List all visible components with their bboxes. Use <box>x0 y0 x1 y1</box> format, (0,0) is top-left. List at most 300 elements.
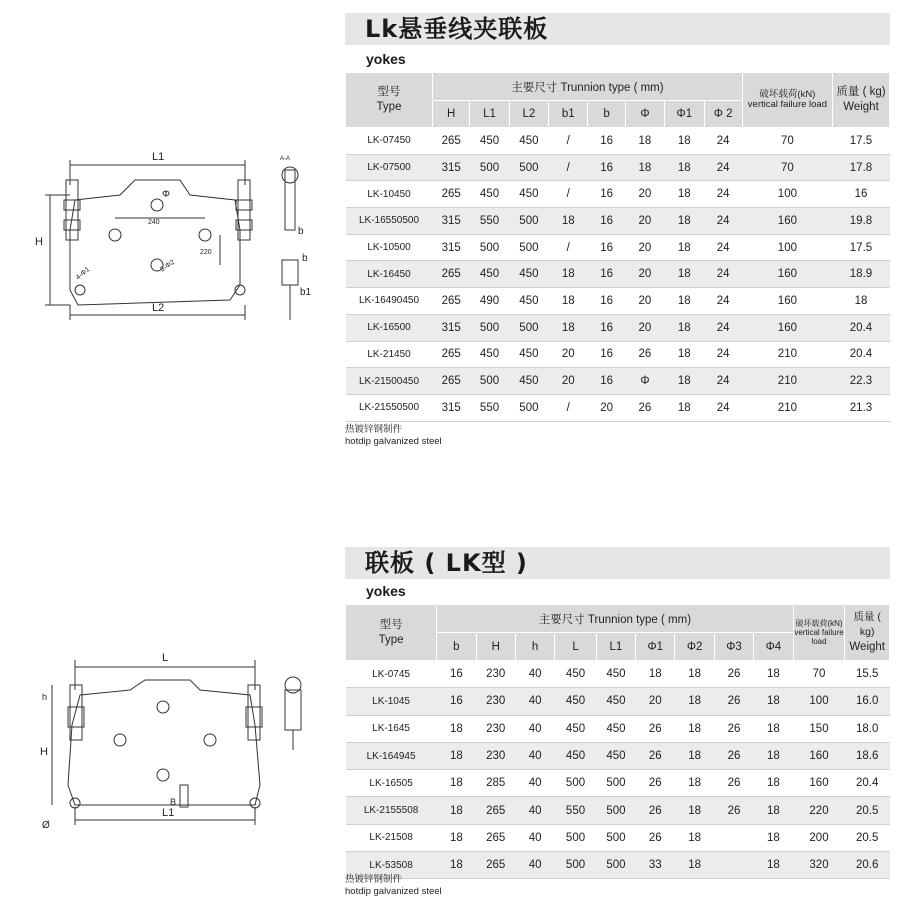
value-cell: 26 <box>714 715 753 742</box>
value-cell: 265 <box>476 852 515 879</box>
value-cell: 24 <box>704 341 742 368</box>
value-cell: 26 <box>714 797 753 824</box>
value-cell: 20 <box>549 368 588 395</box>
side-view-b <box>282 260 298 285</box>
value-cell: 16.0 <box>845 688 890 715</box>
type-cell: LK-21550500 <box>346 394 433 421</box>
type-cell: LK-07450 <box>346 128 433 155</box>
value-cell: 18 <box>665 368 704 395</box>
value-cell: 18.0 <box>845 715 890 742</box>
table-row <box>346 208 890 235</box>
value-cell: 450 <box>596 661 635 688</box>
side-view <box>285 690 301 730</box>
label-3phi2: 3-Φ2 <box>159 258 177 274</box>
value-cell: 18 <box>675 770 714 797</box>
value-cell: 18 <box>549 314 588 341</box>
value-cell: 20 <box>625 234 664 261</box>
value-cell: 490 <box>470 288 509 315</box>
value-cell: 230 <box>476 715 515 742</box>
value-cell: / <box>549 234 588 261</box>
section1-subtitle: yokes <box>366 51 406 67</box>
value-cell: 320 <box>793 852 845 879</box>
value-cell: 18 <box>625 154 664 181</box>
value-cell: 100 <box>793 688 845 715</box>
load-header-en: vertical failure load <box>747 99 827 110</box>
weight-header <box>832 73 889 128</box>
value-cell: 265 <box>476 797 515 824</box>
hole-left <box>109 229 121 241</box>
value-cell: 20 <box>588 394 625 421</box>
type-cell: LK-21500450 <box>346 368 433 395</box>
value-cell: 18 <box>675 824 714 851</box>
type-cell: LK-164945 <box>346 742 437 769</box>
value-cell: 40 <box>515 797 554 824</box>
value-cell: 200 <box>793 824 845 851</box>
section1-table <box>345 72 890 422</box>
weight-header-en: Weight <box>849 641 885 653</box>
dims-header: 主要尺寸 Trunnion type ( mm) <box>437 605 793 633</box>
value-cell: 26 <box>636 742 675 769</box>
table-row <box>346 261 890 288</box>
value-cell: 18 <box>625 128 664 155</box>
type-cell: LK-16450 <box>346 261 433 288</box>
label-h: H <box>35 236 43 248</box>
plate-outline <box>68 680 260 805</box>
hole-center-top <box>151 199 163 211</box>
value-cell: 450 <box>470 261 509 288</box>
column-header: Φ1 <box>636 633 675 661</box>
value-cell: 450 <box>555 661 596 688</box>
value-cell: 24 <box>704 314 742 341</box>
value-cell: 18 <box>675 715 714 742</box>
section2-table <box>345 604 890 879</box>
value-cell: 40 <box>515 852 554 879</box>
section2-note <box>345 874 442 898</box>
value-cell: 20 <box>625 261 664 288</box>
value-cell: 24 <box>704 234 742 261</box>
value-cell: 16 <box>588 154 625 181</box>
label-l1: L1 <box>152 151 165 163</box>
value-cell: 500 <box>470 368 509 395</box>
column-header: b1 <box>549 101 588 128</box>
value-cell: 26 <box>714 742 753 769</box>
value-cell: 18 <box>437 770 476 797</box>
type-cell: LK-1645 <box>346 715 437 742</box>
table-row <box>346 797 890 824</box>
value-cell: 16 <box>588 288 625 315</box>
table-row <box>346 770 890 797</box>
value-cell <box>714 824 753 851</box>
label-4phi1: 4-Φ1 <box>74 266 92 282</box>
value-cell: 18 <box>437 715 476 742</box>
value-cell: 265 <box>476 824 515 851</box>
value-cell: / <box>549 394 588 421</box>
value-cell: 18 <box>665 234 704 261</box>
value-cell: 16 <box>588 234 625 261</box>
column-header: H <box>433 101 470 128</box>
value-cell: 70 <box>742 128 832 155</box>
value-cell: 18 <box>754 661 793 688</box>
table-row <box>346 742 890 769</box>
value-cell: 160 <box>793 742 845 769</box>
value-cell: 20 <box>625 314 664 341</box>
value-cell: 26 <box>636 797 675 824</box>
column-header: L <box>555 633 596 661</box>
value-cell: / <box>549 181 588 208</box>
value-cell: 450 <box>509 128 548 155</box>
label-l: L <box>162 652 169 664</box>
value-cell: 450 <box>555 688 596 715</box>
slot-b <box>180 785 188 807</box>
label-h: H <box>40 746 48 758</box>
value-cell: 24 <box>704 368 742 395</box>
table-row <box>346 394 890 421</box>
value-cell: 500 <box>470 234 509 261</box>
value-cell: 24 <box>704 394 742 421</box>
note-en: hotdip galvanized steel <box>345 886 442 897</box>
value-cell: 15.5 <box>845 661 890 688</box>
label-l1: L1 <box>162 807 175 819</box>
type-cell: LK-1045 <box>346 688 437 715</box>
value-cell: 160 <box>793 770 845 797</box>
value-cell: 20 <box>625 288 664 315</box>
value-cell: 450 <box>596 715 635 742</box>
type-cell: LK-16505 <box>346 770 437 797</box>
value-cell: 18 <box>754 770 793 797</box>
value-cell: 26 <box>636 824 675 851</box>
value-cell: 24 <box>704 288 742 315</box>
table-row <box>346 688 890 715</box>
value-cell: 24 <box>704 181 742 208</box>
value-cell: 500 <box>509 394 548 421</box>
value-cell: 16 <box>588 314 625 341</box>
load-header <box>742 73 832 128</box>
value-cell: 18 <box>832 288 889 315</box>
value-cell: 160 <box>742 261 832 288</box>
value-cell: 265 <box>433 181 470 208</box>
value-cell: 26 <box>625 341 664 368</box>
value-cell: 18 <box>665 154 704 181</box>
value-cell: 160 <box>742 288 832 315</box>
value-cell: 100 <box>742 234 832 261</box>
value-cell: 18 <box>675 661 714 688</box>
table-row <box>346 368 890 395</box>
value-cell: 26 <box>625 394 664 421</box>
value-cell: 230 <box>476 742 515 769</box>
column-header: Φ <box>625 101 664 128</box>
column-header: b <box>588 101 625 128</box>
type-cell: LK-10500 <box>346 234 433 261</box>
value-cell: 70 <box>742 154 832 181</box>
value-cell: 450 <box>596 688 635 715</box>
value-cell: 230 <box>476 661 515 688</box>
label-l2: L2 <box>152 302 165 314</box>
value-cell: 210 <box>742 394 832 421</box>
value-cell: 26 <box>636 715 675 742</box>
value-cell: 16 <box>832 181 889 208</box>
label-phi: Ø <box>42 820 50 831</box>
value-cell: / <box>549 128 588 155</box>
value-cell: 18.9 <box>832 261 889 288</box>
type-header-en: Type <box>378 633 404 646</box>
column-header: L1 <box>470 101 509 128</box>
value-cell: 315 <box>433 394 470 421</box>
value-cell: 18 <box>437 852 476 879</box>
value-cell: 315 <box>433 314 470 341</box>
value-cell: 20.5 <box>845 797 890 824</box>
value-cell: 40 <box>515 742 554 769</box>
value-cell: 24 <box>704 154 742 181</box>
load-header-cn: 破坏载荷(kN) <box>759 89 816 100</box>
value-cell: 26 <box>714 770 753 797</box>
value-cell: 265 <box>433 128 470 155</box>
value-cell <box>714 852 753 879</box>
value-cell: 18 <box>675 852 714 879</box>
note-cn: 热镀锌钢制件 <box>345 424 403 435</box>
dims-header: 主要尺寸 Trunnion type ( mm) <box>433 73 743 101</box>
section2-subtitle: yokes <box>366 583 406 599</box>
value-cell: 18 <box>549 288 588 315</box>
type-cell: LK-2155508 <box>346 797 437 824</box>
value-cell: 26 <box>714 688 753 715</box>
value-cell: 550 <box>555 797 596 824</box>
column-header: Φ1 <box>665 101 704 128</box>
value-cell: 18 <box>437 797 476 824</box>
value-cell: 450 <box>470 181 509 208</box>
type-header-cn: 型号 <box>377 86 401 98</box>
value-cell: 500 <box>470 154 509 181</box>
value-cell: 18 <box>665 288 704 315</box>
value-cell: 450 <box>555 715 596 742</box>
type-cell: LK-16500 <box>346 314 433 341</box>
value-cell: 450 <box>555 742 596 769</box>
type-header-cn: 型号 <box>379 618 403 631</box>
value-cell: 22.3 <box>832 368 889 395</box>
value-cell: 40 <box>515 715 554 742</box>
value-cell: 500 <box>596 797 635 824</box>
value-cell: 220 <box>793 797 845 824</box>
plate-outline <box>70 180 240 305</box>
value-cell: 18 <box>665 181 704 208</box>
value-cell: 16 <box>588 128 625 155</box>
type-cell: LK-07500 <box>346 154 433 181</box>
value-cell: 24 <box>704 128 742 155</box>
value-cell: 18 <box>437 824 476 851</box>
value-cell: 450 <box>509 288 548 315</box>
value-cell: 18 <box>665 314 704 341</box>
section1-title: Lk悬垂线夹联板 <box>345 13 890 45</box>
value-cell: 265 <box>433 368 470 395</box>
yoke-drawing-1 <box>30 140 330 330</box>
section1-note <box>345 424 442 448</box>
column-header: Φ3 <box>714 633 753 661</box>
section2-title: 联板 ( LK型 ) <box>345 547 890 579</box>
value-cell: 500 <box>509 234 548 261</box>
column-header: H <box>476 633 515 661</box>
weight-header-cn: 质量 ( kg) <box>853 611 881 638</box>
column-header: Φ 2 <box>704 101 742 128</box>
value-cell: 16 <box>588 181 625 208</box>
value-cell: 315 <box>433 208 470 235</box>
value-cell: 19.8 <box>832 208 889 235</box>
table-row <box>346 715 890 742</box>
value-cell: 18 <box>675 797 714 824</box>
value-cell: 150 <box>793 715 845 742</box>
column-header: b <box>437 633 476 661</box>
value-cell: 16 <box>588 341 625 368</box>
value-cell: 500 <box>596 824 635 851</box>
value-cell: 20 <box>625 181 664 208</box>
value-cell: 550 <box>470 394 509 421</box>
label-b: B <box>170 797 177 807</box>
type-cell: LK-16490450 <box>346 288 433 315</box>
value-cell: 315 <box>433 234 470 261</box>
value-cell: 550 <box>470 208 509 235</box>
column-header: Φ2 <box>675 633 714 661</box>
value-cell: 20 <box>636 688 675 715</box>
value-cell: 16 <box>437 688 476 715</box>
hole-right <box>199 229 211 241</box>
table-row <box>346 154 890 181</box>
table-row <box>346 234 890 261</box>
bolt-right <box>248 685 260 740</box>
table-row <box>346 288 890 315</box>
value-cell: 18 <box>754 824 793 851</box>
value-cell: 500 <box>555 824 596 851</box>
table-row <box>346 341 890 368</box>
value-cell: 18 <box>636 661 675 688</box>
table-row <box>346 314 890 341</box>
value-cell: 500 <box>509 208 548 235</box>
value-cell: 100 <box>742 181 832 208</box>
label-phi: Φ <box>162 189 170 200</box>
table-row <box>346 661 890 688</box>
value-cell: 33 <box>636 852 675 879</box>
value-cell: 450 <box>596 742 635 769</box>
value-cell: 160 <box>742 208 832 235</box>
load-header <box>793 605 845 661</box>
value-cell: 500 <box>470 314 509 341</box>
value-cell: 18 <box>549 208 588 235</box>
value-cell: / <box>549 154 588 181</box>
value-cell: 20.4 <box>845 770 890 797</box>
value-cell: 18 <box>754 797 793 824</box>
value-cell: 285 <box>476 770 515 797</box>
table-row <box>346 128 890 155</box>
type-cell: LK-21450 <box>346 341 433 368</box>
value-cell: 17.8 <box>832 154 889 181</box>
value-cell: 450 <box>470 341 509 368</box>
value-cell: 265 <box>433 288 470 315</box>
value-cell: 18 <box>665 261 704 288</box>
value-cell: 450 <box>509 368 548 395</box>
value-cell: 70 <box>793 661 845 688</box>
value-cell: 450 <box>509 181 548 208</box>
value-cell: 160 <box>742 314 832 341</box>
value-cell: 18 <box>754 688 793 715</box>
value-cell: 18 <box>665 208 704 235</box>
value-cell: 18 <box>754 742 793 769</box>
value-cell: 16 <box>588 208 625 235</box>
value-cell: 210 <box>742 368 832 395</box>
type-cell: LK-0745 <box>346 661 437 688</box>
type-cell: LK-10450 <box>346 181 433 208</box>
value-cell: 18 <box>437 742 476 769</box>
weight-header-cn: 质量 ( kg) <box>836 86 886 98</box>
type-header <box>346 73 433 128</box>
label-b: b <box>302 253 308 264</box>
value-cell: 40 <box>515 688 554 715</box>
note-cn: 热镀锌钢制件 <box>345 874 403 885</box>
column-header: L1 <box>596 633 635 661</box>
table-row <box>346 824 890 851</box>
value-cell: 40 <box>515 661 554 688</box>
value-cell: 18.6 <box>845 742 890 769</box>
label-h-small: h <box>42 692 48 702</box>
label-b-top: b <box>298 226 304 237</box>
label-220: 220 <box>200 249 212 256</box>
value-cell: 500 <box>555 770 596 797</box>
value-cell: 18 <box>754 715 793 742</box>
type-cell: LK-16550500 <box>346 208 433 235</box>
value-cell: 500 <box>596 852 635 879</box>
value-cell: 18 <box>754 852 793 879</box>
value-cell: 18 <box>665 394 704 421</box>
label-240: 240 <box>148 219 160 226</box>
value-cell: 26 <box>714 661 753 688</box>
side-view-a <box>285 170 295 230</box>
value-cell: 16 <box>437 661 476 688</box>
load-header-en: vertical failure load <box>794 628 844 646</box>
value-cell: 16 <box>588 368 625 395</box>
column-header: L2 <box>509 101 548 128</box>
value-cell: 18 <box>665 128 704 155</box>
weight-header-en: Weight <box>843 101 879 113</box>
value-cell: 20 <box>625 208 664 235</box>
type-cell: LK-53508 <box>346 852 437 879</box>
value-cell: 265 <box>433 261 470 288</box>
value-cell: 450 <box>509 341 548 368</box>
value-cell: 500 <box>555 852 596 879</box>
value-cell: 40 <box>515 770 554 797</box>
value-cell: 24 <box>704 208 742 235</box>
value-cell: 18 <box>665 341 704 368</box>
value-cell: 315 <box>433 154 470 181</box>
value-cell: 24 <box>704 261 742 288</box>
value-cell: Φ <box>625 368 664 395</box>
value-cell: 40 <box>515 824 554 851</box>
weight-header <box>845 605 890 661</box>
table-row <box>346 181 890 208</box>
value-cell: 26 <box>636 770 675 797</box>
value-cell: 210 <box>742 341 832 368</box>
column-header: Φ4 <box>754 633 793 661</box>
label-b1: b1 <box>300 287 312 298</box>
value-cell: 18 <box>549 261 588 288</box>
value-cell: 500 <box>596 770 635 797</box>
value-cell: 20.4 <box>832 314 889 341</box>
value-cell: 500 <box>509 314 548 341</box>
value-cell: 20 <box>549 341 588 368</box>
yoke-drawing-2 <box>40 645 320 840</box>
value-cell: 450 <box>509 261 548 288</box>
load-header-cn: 破坏载荷(kN) <box>795 619 843 628</box>
value-cell: 20.6 <box>845 852 890 879</box>
value-cell: 265 <box>433 341 470 368</box>
value-cell: 450 <box>470 128 509 155</box>
column-header: h <box>515 633 554 661</box>
value-cell: 500 <box>509 154 548 181</box>
